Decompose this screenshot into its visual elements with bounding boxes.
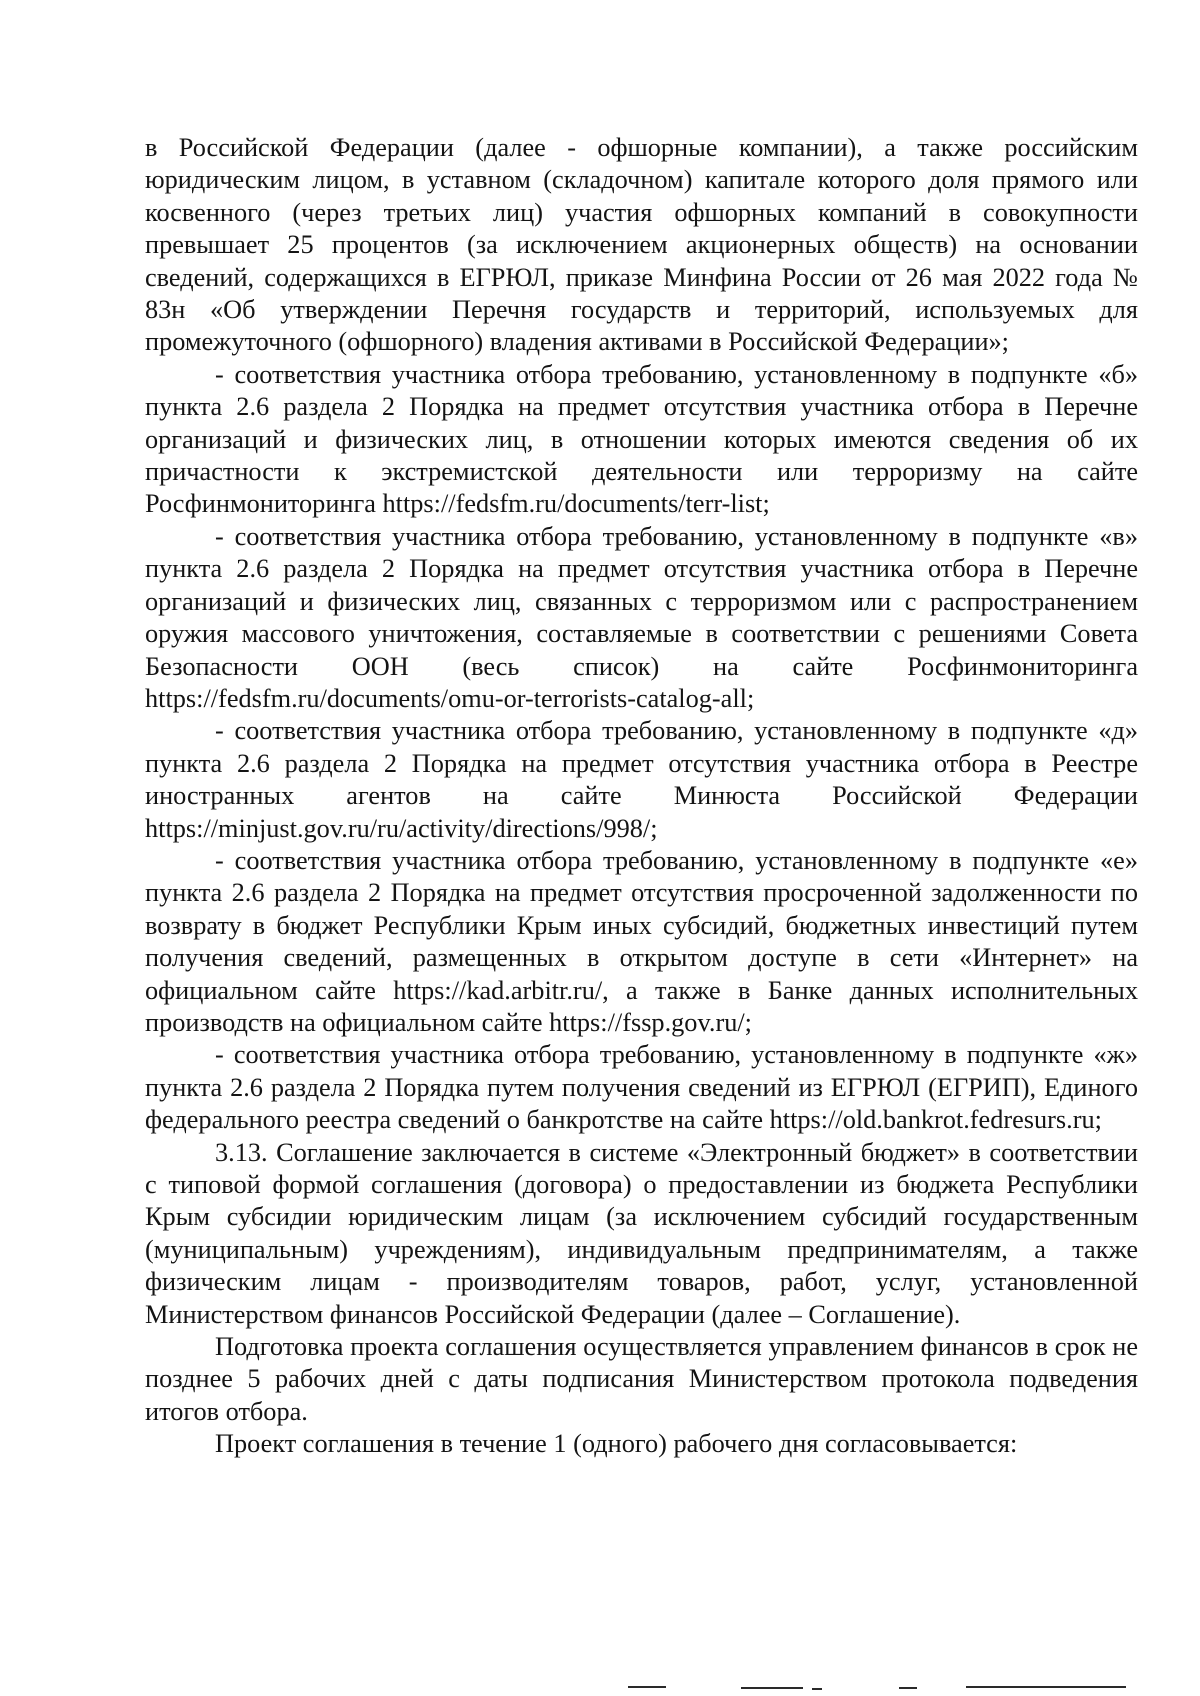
paragraph-draft-approval: Проект соглашения в течение 1 (одного) рабочего дня согласовывается: — [215, 1429, 1018, 1459]
scan-mark — [812, 1688, 822, 1690]
scan-mark — [741, 1687, 803, 1689]
scan-mark — [966, 1686, 1126, 1688]
document-body — [145, 132, 1138, 1461]
paragraph-check-subpoint-zh: - соответствия участника отбора требованию, установленному в подпункте «ж» пункта 2.6 раздела 2 Порядка путем получения сведений из ЕГРЮЛ (ЕГРИП), Единого федерального реестра сведений о банкротстве на сайте https://old.bankrot.fedresurs.ru; — [145, 1040, 1138, 1135]
paragraph-check-subpoint-d: - соответствия участника отбора требованию, установленному в подпункте «д» пункта 2.6 раздела 2 Порядка на предмет отсутствия участника отбора в Реестре иностранных агентов на сайте Минюста Российской Федерации https://minjust.gov.ru/ru/activity/directions/998/; — [145, 716, 1138, 843]
paragraph-check-subpoint-e: - соответствия участника отбора требованию, установленному в подпункте «е» пункта 2.6 раздела 2 Порядка на предмет отсутствия просроченной задолженности по возврату в бюджет Республики Крым иных субсидий, бюджетных инвестиций путем получения сведений, размещенных в открытом доступе в сети «Интернет» на официальном сайте https://kad.arbitr.ru/, а также в Банке данных исполнительных производств на официальном сайте https://fssp.gov.ru/; — [145, 845, 1138, 1037]
paragraph-clause-3-13: 3.13. Соглашение заключается в системе «Электронный бюджет» в соответствии с типовой формой соглашения (договора) о предоставлении из бюджета Республики Крым субсидии юридическим лицам (за исключением субсидий государственным (муниципальным) учреждениям), индивидуальным предпринимателям, а также физическим лицам - производителям товаров, работ, услуг, установленной Министерством финансов Российской Федерации (далее – Соглашение). — [145, 1137, 1138, 1329]
scan-mark — [628, 1686, 666, 1688]
scan-mark — [899, 1687, 917, 1689]
paragraph-check-subpoint-b: - соответствия участника отбора требованию, установленному в подпункте «б» пункта 2.6 раздела 2 Порядка на предмет отсутствия участника отбора в Перечне организаций и физических лиц, в отношении которых имеются сведения об их причастности к экстремистской деятельности или терроризму на сайте Росфинмониторинга https://fedsfm.ru/documents/terr-list; — [145, 359, 1138, 519]
paragraph-draft-preparation: Подготовка проекта соглашения осуществляется управлением финансов в срок не позднее 5 рабочих дней с даты подписания Министерством протокола подведения итогов отбора. — [145, 1332, 1138, 1426]
paragraph-offshore-continuation: в Российской Федерации (далее - офшорные компании), а также российским юридическим лицом, в уставном (складочном) капитале которого доля прямого или косвенного (через третьих лиц) участия офшорных компаний в совокупности превышает 25 процентов (за исключением акционерных обществ) на основании сведений, содержащихся в ЕГРЮЛ, приказе Минфина России от 26 мая 2022 года № 83н «Об утверждении Перечня государств и территорий, используемых для промежуточного (офшорного) владения активами в Российской Федерации»; — [145, 133, 1138, 357]
paragraph-check-subpoint-v: - соответствия участника отбора требованию, установленному в подпункте «в» пункта 2.6 раздела 2 Порядка на предмет отсутствия участника отбора в Перечне организаций и физических лиц, связанных с терроризмом или с распространением оружия массового уничтожения, составляемые в соответствии с решениями Совета Безопасности ООН (весь список) на сайте Росфинмониторинга https://fedsfm.ru/documents/omu-or-terrorists-catalog-all; — [145, 521, 1138, 713]
